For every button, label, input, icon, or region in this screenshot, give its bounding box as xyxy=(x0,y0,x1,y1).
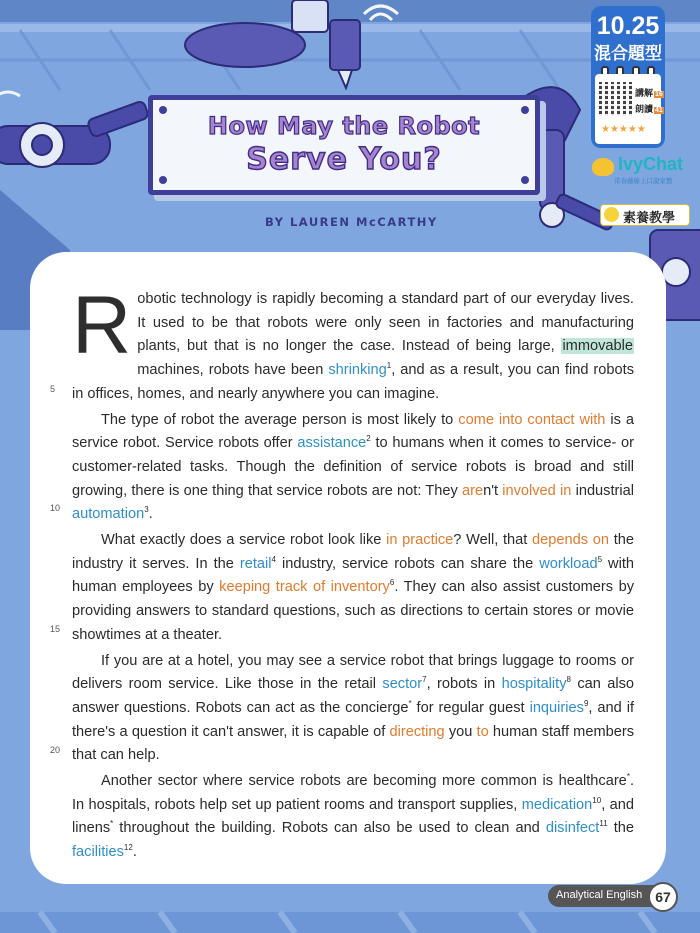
literacy-tag xyxy=(600,204,690,226)
page-number: 67 xyxy=(648,882,678,912)
vocab-word[interactable]: sector xyxy=(382,676,423,693)
byline: BY LAUREN McCARTHY xyxy=(265,215,438,229)
vocab-word[interactable]: shrinking xyxy=(328,362,387,379)
ivychat-logo xyxy=(592,156,692,186)
article-body xyxy=(72,280,635,867)
paragraph-5: Another sector where service robots are becoming more common is healthcare*. In hospitals, robots help set up patient rooms and transport supplies, medication$^{10}$, and linens* throughout the building. Robots can also be used to clean and disinfect$^{11}$ the facilities$^{12}$. xyxy=(72,772,634,861)
chat-bubble-icon xyxy=(592,158,614,176)
drop-cap: R xyxy=(72,280,132,371)
vocab-word[interactable]: facilities xyxy=(72,844,124,861)
highlighted-word: immovable xyxy=(562,338,633,355)
phrase[interactable]: depends on xyxy=(532,532,609,549)
magazine-title: Analytical English xyxy=(556,889,643,901)
vocab-word[interactable]: retail xyxy=(239,555,272,572)
phrase[interactable]: directing xyxy=(389,723,445,740)
vocab-word[interactable]: medication xyxy=(521,796,593,813)
paragraph-3: What exactly does a service robot look like in practice? Well, that depends on the industry it serves. In the retail$^4$ industry, service robots can share the workload$^5$ with human employees by keeping track of inventory$^6$. They can also assist customers by providing answers to standard questions, such as directions to certain stores or movie showtimes at a theater. xyxy=(72,532,634,643)
vocab-word[interactable]: inquiries xyxy=(529,699,584,716)
line-number: 15 xyxy=(50,624,61,634)
phrase[interactable]: to xyxy=(476,723,489,740)
bolt-icon xyxy=(159,106,167,114)
lightbulb-icon xyxy=(604,207,619,222)
bolt-icon xyxy=(521,176,529,184)
read-label: 朗讀 41 xyxy=(635,104,663,114)
vocab-word[interactable]: disinfect xyxy=(545,820,600,837)
vocab-word[interactable]: workload xyxy=(539,555,598,572)
paragraph-4: If you are at a hotel, you may see a service robot that brings luggage to rooms or delivers room service. Like those in the retail sector$^7$, robots in hospitality$^8$ can also answer questions. Robots can act as the concierge* for regular guest inquiries$^9$, and if there's a question it can't answer, it is capable of directing you to human staff members that can help. xyxy=(72,652,634,764)
ivychat-subtitle: 常春藤線上口說家教 xyxy=(614,178,673,185)
badge-type: 混合題型 xyxy=(594,44,662,63)
paragraph-1: Robotic technology is rapidly becoming a standard part of our everyday lives. It used to be that robots were only seen in factories and manufacturing plants, but that is no longer the case. Instead of being large, immovable machines, robots have been shrinking$^1$, and as a result, you can find robots in offices, homes, and nearly anywhere you can imagine. xyxy=(72,280,634,402)
vocab-word[interactable]: automation xyxy=(72,506,145,523)
line-number: 5 xyxy=(50,384,56,394)
badge-card xyxy=(595,74,661,144)
bolt-icon xyxy=(521,106,529,114)
vocab-word[interactable]: hospitality xyxy=(501,676,567,693)
title-banner xyxy=(148,95,540,195)
phrase[interactable]: involved in xyxy=(502,482,572,499)
paragraph-2: The type of robot the average person is most likely to come into contact with is a service robot. Service robots offer assistance$^2$ to humans when it comes to service- or customer-related tasks. Though the definition of service robots is broad and still growing, there is one thing that service robots are not: They aren't involved in industrial automation$^3$. xyxy=(72,411,635,523)
phrase[interactable]: come into contact with xyxy=(458,411,606,428)
rating-stars-icon: ★★★★★ xyxy=(601,124,646,135)
vocab-word[interactable]: assistance xyxy=(297,435,367,452)
line-number: 10 xyxy=(50,503,61,513)
tag-label: 素養教學 xyxy=(623,210,676,225)
title-line-1: How May the Robot xyxy=(207,112,481,140)
ivychat-name: IvyChat xyxy=(618,154,684,174)
badge-date: 10.25 xyxy=(596,12,660,40)
bolt-icon xyxy=(159,176,167,184)
phrase[interactable]: in practice xyxy=(386,532,454,549)
explain-label: 講解 16 xyxy=(635,88,663,98)
line-number: 20 xyxy=(50,745,61,755)
title-line-2: Serve You? xyxy=(246,142,442,177)
date-badge xyxy=(591,6,665,148)
phrase[interactable]: are xyxy=(461,482,484,499)
phrase[interactable]: keeping track of inventory xyxy=(219,579,390,596)
